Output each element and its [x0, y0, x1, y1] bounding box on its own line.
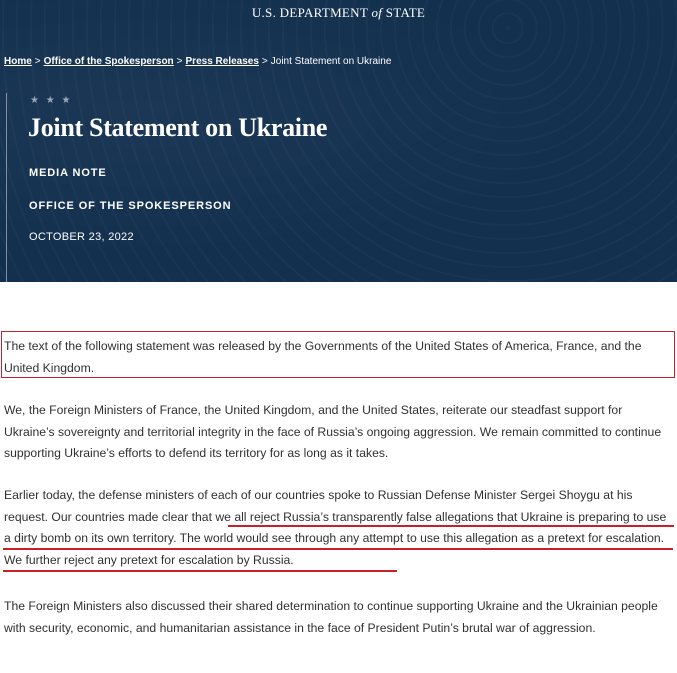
article-paragraph-1: We, the Foreign Ministers of France, the United Kingdom, and the United States, reiterate our steadfast support for Ukraine’s sovereignty and territorial integrity in the face of Russia’s ongoing aggression. We remain committed to continue supporting Ukraine’s efforts to defend its territory for as long as it takes. — [4, 403, 662, 460]
intro-paragraph: The text of the following statement was released by the Governments of the United States of America, France, and the United Kingdom. — [4, 339, 642, 375]
breadcrumb-separator: > — [34, 56, 41, 67]
media-note-label: MEDIA NOTE — [29, 167, 107, 179]
agency-wordmark[interactable] — [0, 5, 677, 21]
office-label: OFFICE OF THE SPOKESPERSON — [29, 200, 232, 212]
agency-prefix: U.S. DEPARTMENT — [251, 5, 368, 20]
highlight-underline-1 — [228, 525, 674, 527]
agency-suffix: STATE — [385, 5, 426, 20]
agency-of: of — [371, 5, 383, 20]
hero-divider-line — [6, 93, 7, 282]
breadcrumb-home-link[interactable]: Home — [4, 56, 32, 67]
page-title: Joint Statement on Ukraine — [28, 113, 328, 142]
page-hero — [0, 0, 677, 282]
breadcrumb-spokesperson-link[interactable]: Office of the Spokesperson — [43, 56, 174, 67]
article-paragraph-2: Earlier today, the defense ministers of each of our countries spoke to Russian Defense Minister Sergei Shoygu at his request. Our countries made clear that we all reject Russia’s transparently false allegations that Ukraine is preparing to use a dirty bomb on its own territory. The world would see through any attempt to use this allegation as a pretext for escalation. We further reject any pretext for escalation by Russia. — [4, 488, 667, 567]
breadcrumb-current: Joint Statement on Ukraine — [270, 56, 392, 67]
publish-date: OCTOBER 23, 2022 — [29, 231, 134, 243]
highlight-underline-2 — [3, 548, 673, 550]
breadcrumb-press-releases-link[interactable]: Press Releases — [185, 56, 259, 67]
breadcrumb — [4, 56, 391, 67]
breadcrumb-separator: > — [176, 56, 183, 67]
article-paragraph-3: The Foreign Ministers also discussed their shared determination to continue supporting Ukraine and the Ukrainian people with security, economic, and humanitarian assistance in the face of President Putin’s brutal war of aggression. — [4, 599, 658, 635]
highlight-underline-3 — [3, 570, 397, 572]
stars-icon: ★ ★ ★ — [30, 95, 73, 106]
breadcrumb-separator: > — [261, 56, 268, 67]
